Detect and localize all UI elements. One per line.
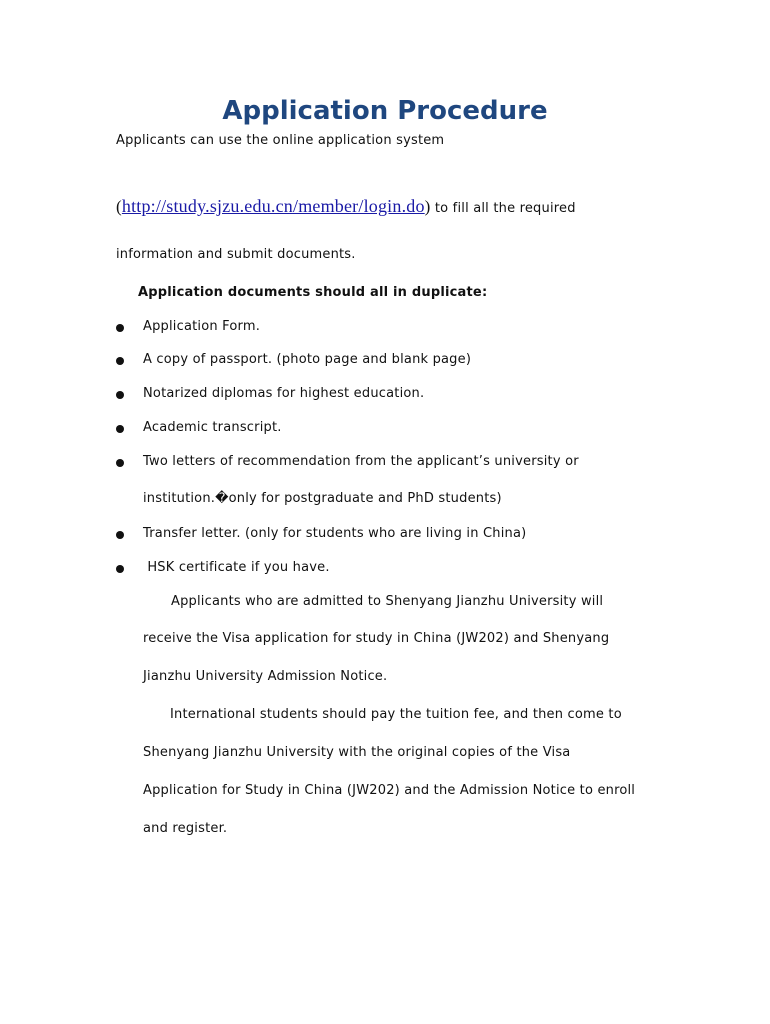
bullet-dot-icon [116,531,124,539]
admitted-paragraph-line-2: receive the Visa application for study in China (JW202) and Shenyang [143,631,610,646]
list-item: Academic transcript. [143,420,282,435]
link-close-paren: ) [424,197,431,216]
bullet-dot-icon [116,425,124,433]
bullet-dot-icon [116,324,124,332]
list-item: Application Form. [143,319,261,334]
documents-heading: Application documents should all in duplicate: [138,285,488,300]
list-item-continuation: institution.�only for postgraduate and PhD students) [143,491,502,506]
bullet-dot-icon [116,459,124,467]
intro-line-1: Applicants can use the online application system [116,133,445,148]
intro-line-2 [116,196,576,217]
list-item: A copy of passport. (photo page and blank page) [143,352,472,367]
international-paragraph-line-3: Application for Study in China (JW202) and the Admission Notice to enroll [143,783,636,798]
list-item: HSK certificate if you have. [143,560,330,575]
intro-line-2-tail: to fill all the required [430,201,576,216]
list-item: Notarized diplomas for highest education. [143,386,425,401]
application-system-link[interactable]: http://study.sjzu.edu.cn/member/login.do [121,196,425,216]
bullet-dot-icon [116,391,124,399]
bullet-dot-icon [116,565,124,573]
bullet-dot-icon [116,357,124,365]
list-item: Transfer letter. (only for students who are living in China) [143,526,527,541]
link-open-paren: ( [116,197,122,216]
admitted-paragraph-line-1: Applicants who are admitted to Shenyang Jianzhu University will [171,594,604,609]
page-title: Application Procedure [222,96,548,126]
list-item: Two letters of recommendation from the applicant’s university or [143,454,579,469]
intro-line-3: information and submit documents. [116,247,356,262]
international-paragraph-line-1: International students should pay the tuition fee, and then come to [170,707,622,722]
international-paragraph-line-2: Shenyang Jianzhu University with the original copies of the Visa [143,745,571,760]
admitted-paragraph-line-3: Jianzhu University Admission Notice. [143,669,388,684]
international-paragraph-line-4: and register. [143,821,228,836]
